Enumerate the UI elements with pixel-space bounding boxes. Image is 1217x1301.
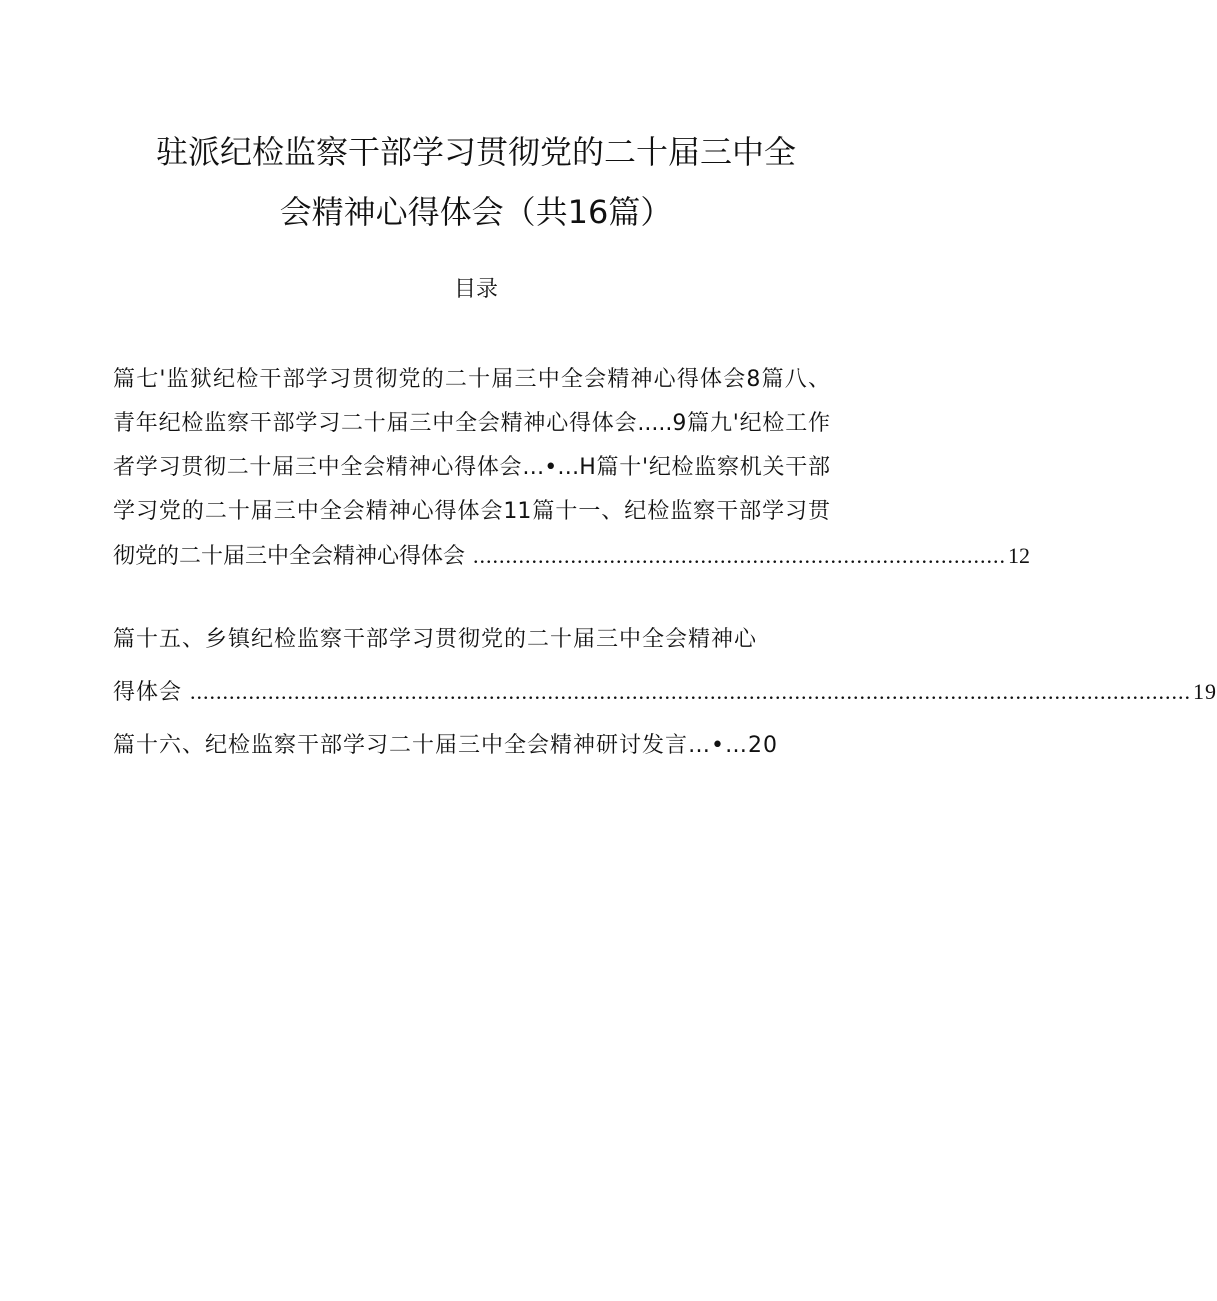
document-title (32, 122, 920, 242)
toc-entry-text: 得体会 (113, 680, 183, 705)
toc-line: 青年纪检监察干部学习二十届三中全会精神心得体会.....9篇九'纪检工作 (113, 411, 830, 436)
toc-entry-15-line-1: 篇十五、乡镇纪检监察干部学习贯彻党的二十届三中全会精神心 (113, 627, 758, 652)
toc-entry-text: 彻党的二十届三中全会精神心得体会 (113, 544, 466, 569)
toc-heading: 目录 (453, 277, 498, 302)
toc-entry-16: 篇十六、纪检监察干部学习二十届三中全会精神研讨发言…•…20 (113, 733, 778, 758)
toc-paragraph-1 (113, 358, 1031, 578)
title-line-2: 会精神心得体会（共16篇） (279, 193, 673, 231)
toc-entry-11-last-line (113, 534, 1031, 578)
dot-leader: .......................................................................................................................................................... (190, 679, 1192, 704)
page-number: 19 (1193, 679, 1217, 704)
toc-line: 篇七'监狱纪检干部学习贯彻党的二十届三中全会精神心得体会8篇八、 (113, 367, 830, 392)
title-line-1: 驻派纪检监察干部学习贯彻党的二十届三中全 (155, 133, 796, 171)
page-number: 12 (1008, 543, 1031, 568)
toc-line: 者学习贯彻二十届三中全会精神心得体会…•…H篇十'纪检监察机关干部 (113, 455, 830, 480)
dot-leader: .................................................................................. (473, 543, 1007, 568)
toc-line: 学习党的二十届三中全会精神心得体会11篇十一、纪检监察干部学习贯 (113, 499, 830, 524)
toc-entry-15-line-2 (113, 670, 1217, 714)
